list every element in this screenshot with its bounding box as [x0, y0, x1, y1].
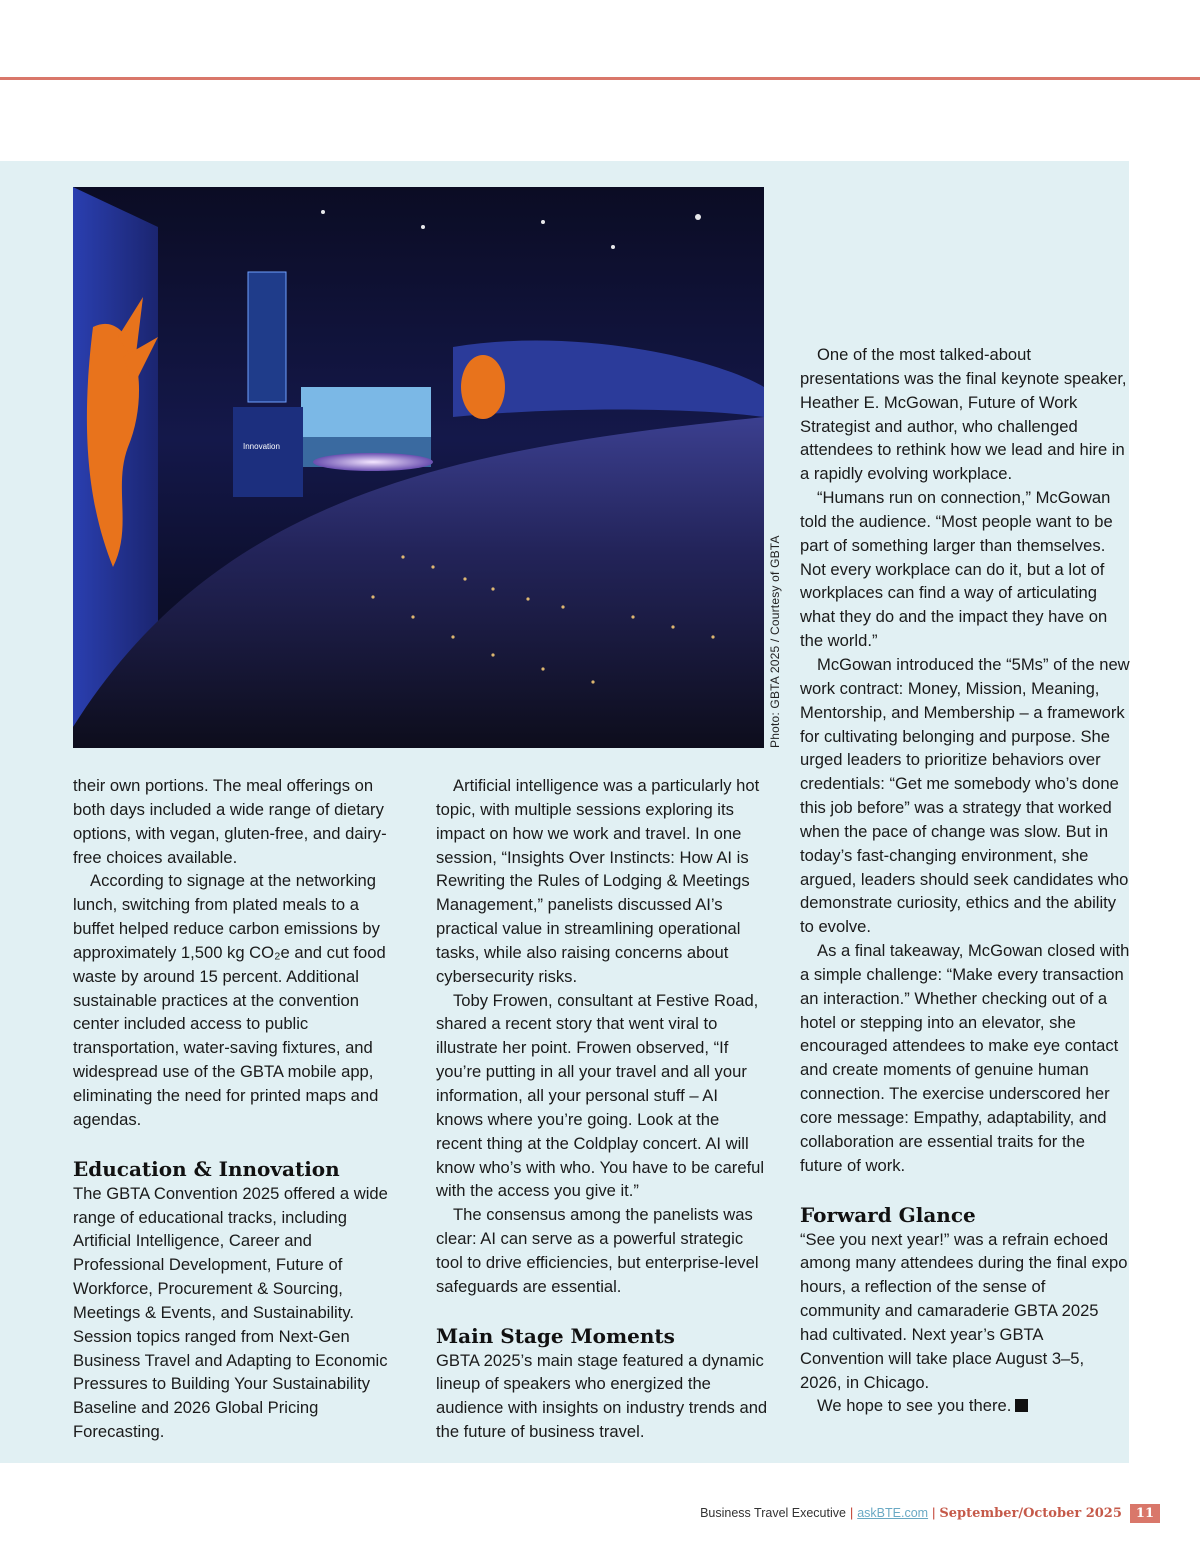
column-1	[73, 774, 403, 1444]
paragraph: Toby Frowen, consultant at Festive Road, shared a recent story that went viral to illustrate her point. Frowen observed, “If you’re putting in all your travel and all your information, all your personal stuff – AI knows where you’re going. Look at the recent thing at the Coldplay concert. AI will know who’s with who. You have to be careful with the access you give it.”	[436, 990, 765, 1201]
paragraph: “See you next year!” was a refrain echoed among many attendees during the final expo hours, a reflection of the sense of community and camaraderie GBTA 2025 had cultivated. Next year’s GBTA Convention will take place August 3–5, 2026, in Chicago.	[800, 1229, 1128, 1392]
paragraph: As a final takeaway, McGowan closed with a simple challenge: “Make every transaction an interaction.” Whether checking out of a hotel or stepping into an elevator, she encouraged attendees to make eye contact and create moments of genuine human connection. The exercise underscored her core message: Empathy, adaptability, and collaboration are essential traits for the future of work.	[800, 941, 1130, 1175]
end-mark-icon	[1015, 1399, 1028, 1412]
screen-caption: Innovation	[243, 442, 280, 451]
top-rule	[0, 77, 1200, 80]
column-3	[800, 343, 1130, 1418]
paragraph: The GBTA Convention 2025 offered a wide range of educational tracks, including Artificial Intelligence, Career and Professional Development, Future of Workforce, Procurement & Sourcing, Meetings & Events, and Sustainability. Session topics ranged from Next-Gen Business Travel and Adapting to Economic Pressures to Building Your Sustainability Baseline and 2026 Global Pricing Forecasting.	[73, 1183, 388, 1442]
photo-credit: Photo: GBTA 2025 / Courtesy of GBTA	[768, 535, 782, 748]
page-footer	[700, 1500, 1160, 1526]
closing-text: We hope to see you there.	[817, 1396, 1012, 1416]
section-heading-education: Education & Innovation	[73, 1156, 340, 1181]
column-2	[436, 774, 768, 1444]
page-number: 11	[1130, 1504, 1160, 1523]
paragraph: their own portions. The meal offerings on both days included a wide range of dietary options, with vegan, gluten-free, and dairy-free choices available.	[73, 776, 387, 867]
section-heading-forward-glance: Forward Glance	[800, 1202, 976, 1227]
section-heading-main-stage: Main Stage Moments	[436, 1323, 675, 1348]
publication-name: Business Travel Executive	[700, 1506, 846, 1520]
footer-divider: |	[849, 1506, 854, 1520]
paragraph: “Humans run on connection,” McGowan told the audience. “Most people want to be part of something larger than themselves. Not every workplace can do it, but a lot of workplaces can find a way of articulating what they do and the impact they have on the world.”	[800, 488, 1113, 651]
convention-photo	[73, 187, 764, 748]
paragraph: One of the most talked-about presentations was the final keynote speaker, Heather E. McGowan, Future of Work Strategist and author, who challenged attendees to rethink how we lead and hire in a rapidly evolving workplace.	[800, 345, 1127, 484]
paragraph: The consensus among the panelists was clear: AI can serve as a powerful strategic tool to drive efficiencies, but enterprise-level safeguards are essential.	[436, 1205, 759, 1296]
paragraph: McGowan introduced the “5Ms” of the new work contract: Money, Mission, Meaning, Mentorship, and Membership – a framework for cultivating belonging and purpose. She urged leaders to prioritize behaviors over credentials: “Get me somebody who’s done this job before” was a strategy that worked when the pace of change was slow. But in today’s fast-changing environment, she argued, leaders should seek candidates who demonstrate curiosity, ethics and the ability to evolve.	[800, 654, 1130, 937]
issue-date: September/October 2025	[939, 1505, 1122, 1521]
paragraph: Artificial intelligence was a particularly hot topic, with multiple sessions exploring its impact on how we work and travel. In one session, “Insights Over Instincts: How AI is Rewriting the Rules of Lodging & Meetings Management,” panelists discussed AI’s practical value in streamlining operational tasks, while also raising concerns about cybersecurity risks.	[436, 776, 760, 986]
footer-divider: |	[932, 1506, 936, 1520]
site-link[interactable]: askBTE.com	[857, 1506, 929, 1520]
closing-paragraph	[800, 1394, 1130, 1418]
paragraph: GBTA 2025’s main stage featured a dynamic lineup of speakers who energized the audience with insights on industry trends and the future of business travel.	[436, 1350, 768, 1442]
paragraph: According to signage at the networking lunch, switching from plated meals to a buffet helped reduce carbon emissions by approximately 1,500 kg CO₂e and cut food waste by around 15 percent. Additional sustainable practices at the convention center included access to public transportation, water-saving fixtures, and widespread use of the GBTA mobile app, eliminating the need for printed maps and agendas.	[73, 871, 386, 1129]
